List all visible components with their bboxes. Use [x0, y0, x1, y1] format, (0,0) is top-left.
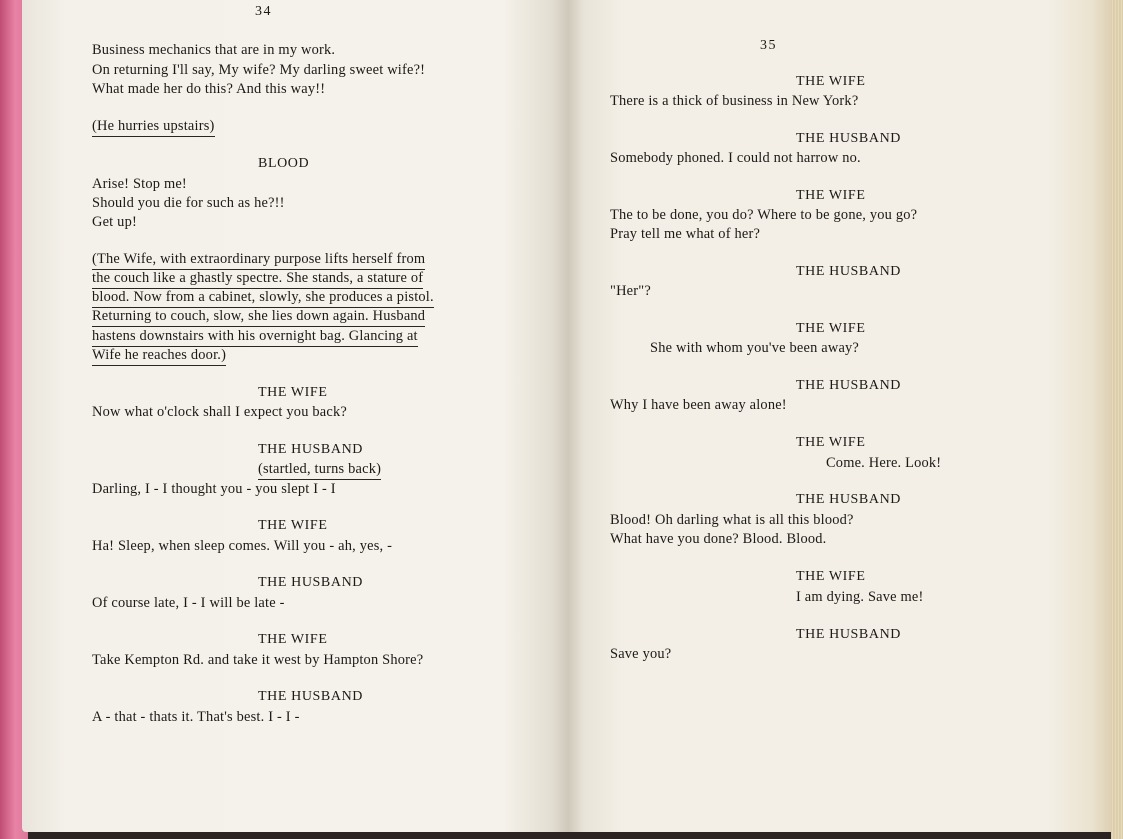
dialogue-line: Should you die for such as he?!!	[92, 195, 285, 211]
dialogue-line: I am dying. Save me!	[796, 589, 924, 605]
dialogue-line: Take Kempton Rd. and take it west by Hampton Shore?	[92, 652, 424, 668]
dialogue-line: Arise! Stop me!	[92, 176, 187, 192]
page-number: 34	[255, 4, 272, 19]
speaker-heading: THE WIFE	[796, 74, 866, 89]
dialogue-line: There is a thick of business in New York?	[610, 93, 859, 109]
speaker-heading: THE WIFE	[258, 632, 328, 647]
dialogue-line: Come. Here. Look!	[826, 455, 942, 471]
stage-direction: blood. Now from a cabinet, slowly, she produces a pistol.	[92, 289, 434, 308]
dialogue-line: Ha! Sleep, when sleep comes. Will you - ah, yes, -	[92, 538, 393, 554]
dialogue-line: Somebody phoned. I could not harrow no.	[610, 150, 861, 166]
page-number: 35	[760, 38, 777, 53]
dialogue-line: Of course late, I - I will be late -	[92, 595, 285, 611]
right-page	[568, 0, 1113, 832]
speaker-heading: THE WIFE	[796, 321, 866, 336]
dialogue-line: Why I have been away alone!	[610, 397, 787, 413]
dialogue-line: Save you?	[610, 646, 672, 662]
speaker-heading: THE WIFE	[796, 188, 866, 203]
stage-direction: the couch like a ghastly spectre. She stands, a stature of	[92, 270, 423, 289]
speaker-heading: THE WIFE	[258, 518, 328, 533]
speaker-heading: THE HUSBAND	[796, 131, 901, 146]
dialogue-line: She with whom you've been away?	[650, 340, 860, 356]
stage-direction: (startled, turns back)	[258, 461, 381, 480]
speaker-heading: BLOOD	[258, 156, 310, 171]
speaker-heading: THE HUSBAND	[258, 575, 363, 590]
dialogue-line: Pray tell me what of her?	[610, 226, 761, 242]
dialogue-line: "Her"?	[610, 283, 651, 299]
dialogue-line: Get up!	[92, 214, 137, 230]
speaker-heading: THE WIFE	[796, 435, 866, 450]
dialogue-line: Darling, I - I thought you - you slept I - I	[92, 481, 336, 497]
stage-direction: (The Wife, with extraordinary purpose lifts herself from	[92, 251, 425, 270]
stage-direction: (He hurries upstairs)	[92, 118, 215, 137]
speaker-heading: THE HUSBAND	[258, 442, 363, 457]
speaker-heading: THE HUSBAND	[796, 627, 901, 642]
stage-direction: Wife he reaches door.)	[92, 347, 226, 366]
speaker-heading: THE HUSBAND	[796, 378, 901, 393]
speaker-heading: THE HUSBAND	[258, 689, 363, 704]
page-block-edge	[1111, 0, 1123, 839]
dialogue-line: What have you done? Blood. Blood.	[610, 531, 827, 547]
stage-direction: Returning to couch, slow, she lies down again. Husband	[92, 308, 425, 327]
speaker-heading: THE HUSBAND	[796, 492, 901, 507]
dialogue-line: Now what o'clock shall I expect you back?	[92, 404, 347, 420]
dialogue-line: The to be done, you do? Where to be gone, you go?	[610, 207, 918, 223]
dialogue-line: On returning I'll say, My wife? My darling sweet wife?!	[92, 62, 426, 78]
dialogue-line: Blood! Oh darling what is all this blood?	[610, 512, 854, 528]
stage-direction: hastens downstairs with his overnight bag. Glancing at	[92, 328, 418, 347]
speaker-heading: THE WIFE	[796, 569, 866, 584]
dialogue-line: What made her do this? And this way!!	[92, 81, 326, 97]
dialogue-line: A - that - thats it. That's best. I - I -	[92, 709, 300, 725]
dialogue-line: Business mechanics that are in my work.	[92, 42, 336, 58]
left-page	[22, 0, 568, 832]
speaker-heading: THE HUSBAND	[796, 264, 901, 279]
speaker-heading: THE WIFE	[258, 385, 328, 400]
